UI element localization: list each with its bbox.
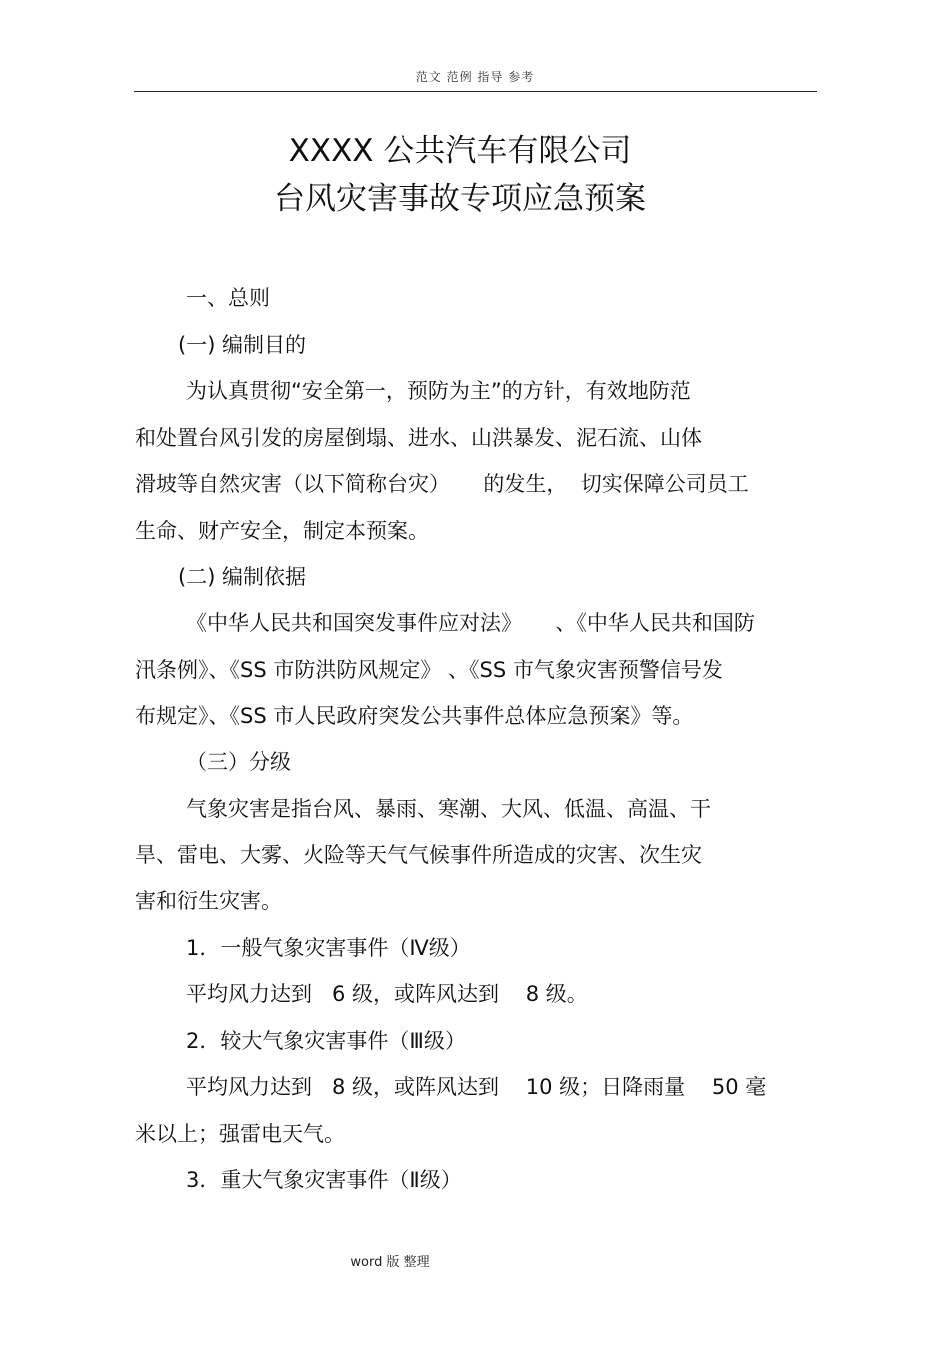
paragraph-line: 为认真贯彻“安全第一，预防为主”的方针，有效地防范 <box>186 379 691 403</box>
paragraph-line: 气象灾害是指台风、暴雨、寒潮、大风、低温、高温、干 <box>186 797 711 821</box>
paragraph-line: 米以上；强雷电天气。 <box>135 1122 345 1146</box>
page-header: 范文 范例 指导 参考 <box>415 70 535 84</box>
list-item-heading: 1．一般气象灾害事件（Ⅳ级） <box>186 936 471 960</box>
paragraph-line: 平均风力达到 8 级，或阵风达到 10 级；日降雨量 50 毫 <box>186 1075 767 1099</box>
paragraph-line: 布规定》、《SS 市人民政府突发公共事件总体应急预案》等。 <box>135 704 694 728</box>
list-item-heading: 2．较大气象灾害事件（Ⅲ级） <box>186 1029 466 1053</box>
document-title-company: XXXX 公共汽车有限公司 <box>288 133 632 169</box>
subsection-heading-grading: （三）分级 <box>186 750 291 774</box>
subsection-heading-purpose: (一) 编制目的 <box>178 333 307 357</box>
paragraph-line: 旱、雷电、大雾、火险等天气气候事件所造成的灾害、次生灾 <box>135 843 702 867</box>
document-title-plan: 台风灾害事故专项应急预案 <box>274 181 646 217</box>
paragraph-line: 生命、财产安全，制定本预案。 <box>135 519 429 543</box>
section-heading-general: 一、总则 <box>186 286 270 310</box>
paragraph-line: 和处置台风引发的房屋倒塌、进水、山洪暴发、泥石流、山体 <box>135 426 702 450</box>
paragraph-line: 滑坡等自然灾害（以下简称台灾） 的发生， 切实保障公司员工 <box>135 472 749 496</box>
paragraph-line: 害和衍生灾害。 <box>135 889 282 913</box>
subsection-heading-basis: (二) 编制依据 <box>178 565 307 589</box>
list-item-heading: 3．重大气象灾害事件（Ⅱ级） <box>186 1168 462 1192</box>
header-divider <box>134 91 817 92</box>
paragraph-line: 平均风力达到 6 级，或阵风达到 8 级。 <box>186 982 588 1006</box>
paragraph-line: 《中华人民共和国突发事件应对法》 、《中华人民共和国防 <box>186 611 755 635</box>
page-footer: word 版 整理 <box>350 1255 430 1270</box>
paragraph-line: 汛条例》、《SS 市防洪防风规定》 、《SS 市气象灾害预警信号发 <box>135 658 723 682</box>
